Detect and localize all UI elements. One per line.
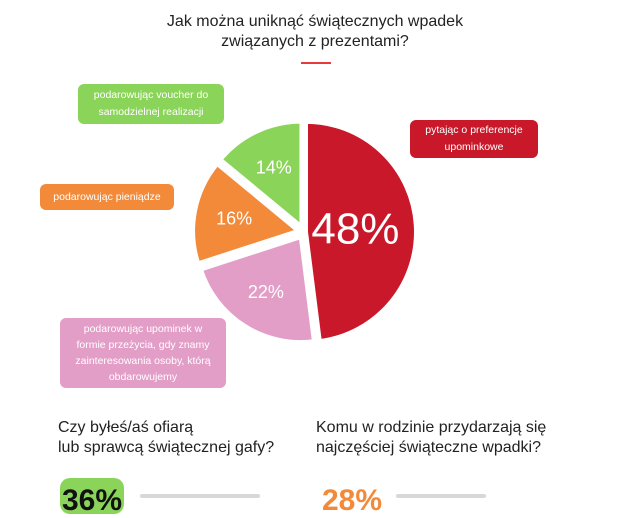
question-right [316, 418, 546, 458]
callout-green [78, 84, 224, 124]
chart-title-line-1: Jak można uniknąć świątecznych wpadek [166, 13, 464, 30]
callout-pink [60, 318, 226, 388]
stat-right [322, 484, 382, 518]
callout-orange [40, 184, 174, 210]
question-right-line-2: najczęściej świąteczne wpadki? [316, 439, 541, 456]
pie-slice-label-1: 22% [247, 282, 284, 303]
stat-right-value: 28% [322, 484, 383, 517]
callout-orange-text: podarowując pieniądze [53, 190, 161, 203]
stat-left-value: 36% [61, 484, 123, 517]
question-left-line-2: lub sprawcą świątecznej gafy? [58, 439, 275, 456]
faint-text-line-left [140, 494, 260, 498]
faint-text-line-right [396, 494, 486, 498]
callout-green-text: podarowując voucher do samodzielnej realizacji [93, 89, 209, 118]
callout-red [410, 120, 538, 158]
pie-slice-label-0: 48% [311, 204, 400, 254]
stat-left [60, 478, 124, 517]
callout-pink-text: podarowując upominek w formie przeżycia, gdy znamy zainteresowania osoby, którą obdarowujemy [75, 323, 211, 383]
chart-title-line-2: związanych z prezentami? [221, 33, 409, 50]
pie-slice-label-3: 14% [255, 157, 292, 178]
pie-slice-label-2: 16% [216, 208, 253, 229]
callout-red-text: pytając o preferencje upominkowe [425, 124, 523, 153]
question-right-line-1: Komu w rodzinie przydarzają się [316, 419, 547, 436]
question-left [58, 418, 274, 458]
question-left-line-1: Czy byłeś/aś ofiarą [58, 419, 194, 436]
